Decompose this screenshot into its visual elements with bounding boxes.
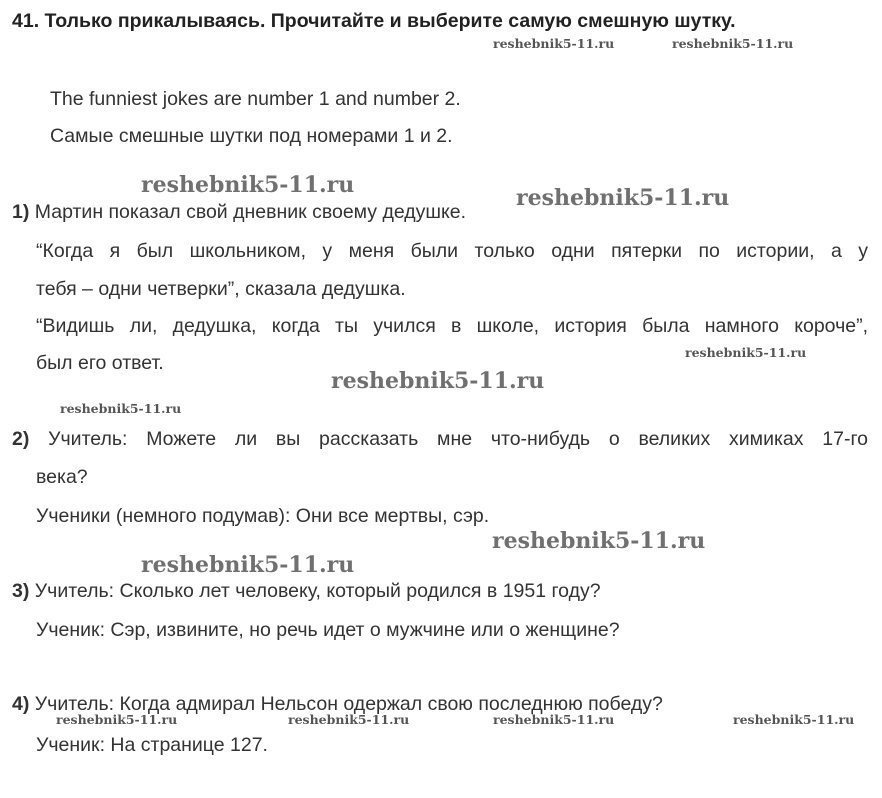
watermark: reshebnik5-11.ru [672,36,794,51]
exercise-instruction: Только прикалываясь. Прочитайте и выберите самую смешную шутку. [44,10,736,32]
joke-3-line-2: Ученик: Сэр, извините, но речь идет о мужчине или о женщине? [36,619,620,641]
watermark: reshebnik5-11.ru [141,552,355,578]
joke-2-line-3: Ученики (немного подумав): Они все мертвы, сэр. [36,505,490,527]
joke-1-number: 1) [12,201,30,223]
joke-2-line-2: века? [36,466,88,488]
joke-3-line-1: Учитель: Сколько лет человеку, который родился в 1951 году? [34,580,601,602]
joke-2-number: 2) [12,428,30,450]
watermark: reshebnik5-11.ru [493,36,615,51]
watermark: reshebnik5-11.ru [288,712,410,727]
answer-english: The funniest jokes are number 1 and number 2. [50,88,461,110]
joke-2-first-line [12,427,868,451]
joke-4-line-2: Ученик: На странице 127. [36,734,268,756]
watermark: reshebnik5-11.ru [56,712,178,727]
joke-1-line-5: был его ответ. [36,352,164,374]
answer-russian: Самые смешные шутки под номерами 1 и 2. [50,125,453,147]
joke-2-line-1: Учитель: Можете ли вы рассказать мне что-нибудь о великих химиках 17-го [48,428,868,450]
joke-4-line-1: Учитель: Когда адмирал Нельсон одержал свою последнюю победу? [34,693,663,715]
watermark: reshebnik5-11.ru [733,712,855,727]
joke-3-number: 3) [12,580,30,602]
joke-1-line-4: “Видишь ли, дедушка, когда ты учился в школе, история была намного короче”, [36,315,868,337]
watermark: reshebnik5-11.ru [493,712,615,727]
exercise-title [12,10,736,33]
joke-1-line-3: тебя – одни четверки”, сказала дедушка. [36,278,406,300]
joke-1-line-1: Мартин показал свой дневник своему дедушке. [34,201,467,223]
watermark: reshebnik5-11.ru [141,172,355,198]
joke-4-number: 4) [12,693,30,715]
watermark: reshebnik5-11.ru [60,401,182,416]
watermark: reshebnik5-11.ru [331,368,545,394]
joke-1-line-2: “Когда я был школьником, у меня были только одни пятерки по истории, а у [36,240,868,262]
watermark: reshebnik5-11.ru [516,185,730,211]
joke-1-first-line [12,200,466,224]
watermark: reshebnik5-11.ru [492,528,706,554]
joke-3-first-line [12,579,601,603]
exercise-number: 41. [12,10,40,32]
watermark: reshebnik5-11.ru [685,345,807,360]
